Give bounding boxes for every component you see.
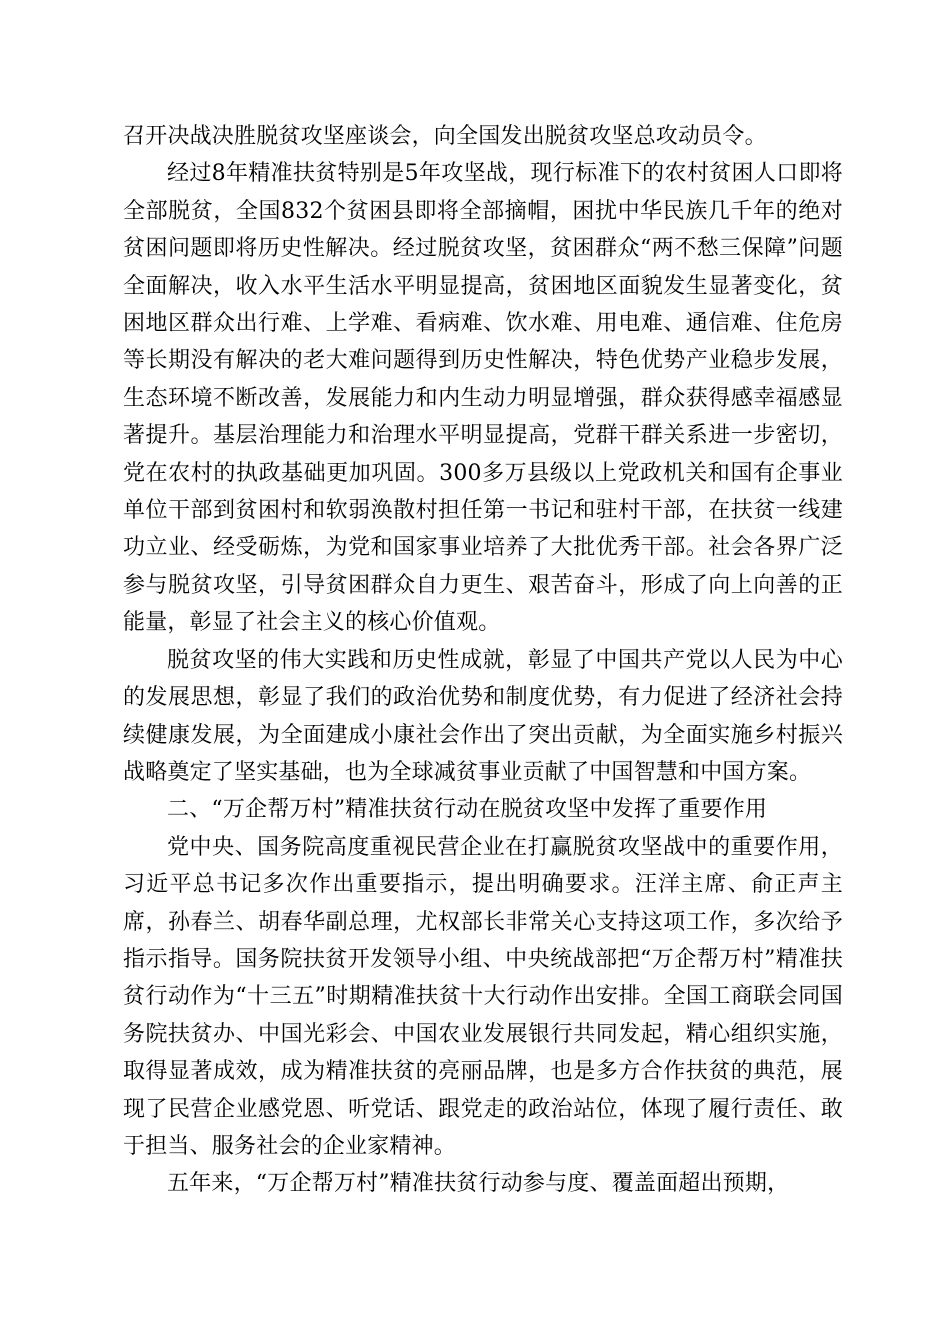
body-text [123,118,843,1203]
section-heading-two: 二、“万企帮万村”精准扶贫行动在脱贫攻坚中发挥了重要作用 [167,797,768,823]
paragraph-central-leadership: 党中央、国务院高度重视民营企业在打赢脱贫攻坚战中的重要作用，习近平总书记多次作出重要指示，提出明确要求。汪洋主席、俞正声主席，孙春兰、胡春华副总理，尤权部长非常关心支持这项工作，多次给予指示指导。国务院扶贫开发领导小组、中央统战部把“万企帮万村”精准扶贫行动作为“十三五”时期精准扶贫十大行动作出安排。全国工商联会同国务院扶贫办、中国光彩会、中国农业发展银行共同发起，精心组织实施，取得显著成效，成为精准扶贫的亮丽品牌，也是多方合作扶贫的典范，展现了民营企业感党恩、听党话、跟党走的政治站位，体现了履行责任、敢于担当、服务社会的企业家精神。 [123,834,843,1159]
paragraph-poverty-achievements: 经过8年精准扶贫特别是5年攻坚战，现行标准下的农村贫困人口即将全部脱贫，全国832个贫困县即将全部摘帽，困扰中华民族几千年的绝对贫困问题即将历史性解决。经过脱贫攻坚，贫困群众“两不愁三保障”问题全面解决，收入水平生活水平明显提高，贫困地区面貌发生显著变化，贫困地区群众出行难、上学难、看病难、饮水难、用电难、通信难、住危房等长期没有解决的老大难问题得到历史性解决，特色优势产业稳步发展，生态环境不断改善，发展能力和内生动力明显增强，群众获得感幸福感显著提升。基层治理能力和治理水平明显提高，党群干群关系进一步密切，党在农村的执政基础更加巩固。300多万县级以上党政机关和国有企事业单位干部到贫困村和软弱涣散村担任第一书记和驻村干部，在扶贫一线建功立业、经受砺炼，为党和国家事业培养了大批优秀干部。社会各界广泛参与脱贫攻坚，引导贫困群众自力更生、艰苦奋斗，形成了向上向善的正能量，彰显了社会主义的核心价值观。 [123,161,843,636]
paragraph-historic-significance: 脱贫攻坚的伟大实践和历史性成就，彰显了中国共产党以人民为中心的发展思想，彰显了我们的政治优势和制度优势，有力促进了经济社会持续健康发展，为全面建成小康社会作出了突出贡献，为全面实施乡村振兴战略奠定了坚实基础，也为全球减贫事业贡献了中国智慧和中国方案。 [123,647,843,785]
paragraph-five-years: 五年来，“万企帮万村”精准扶贫行动参与度、覆盖面超出预期， [167,1171,790,1197]
paragraph-continuation: 召开决战决胜脱贫攻坚座谈会，向全国发出脱贫攻坚总攻动员令。 [123,124,767,149]
